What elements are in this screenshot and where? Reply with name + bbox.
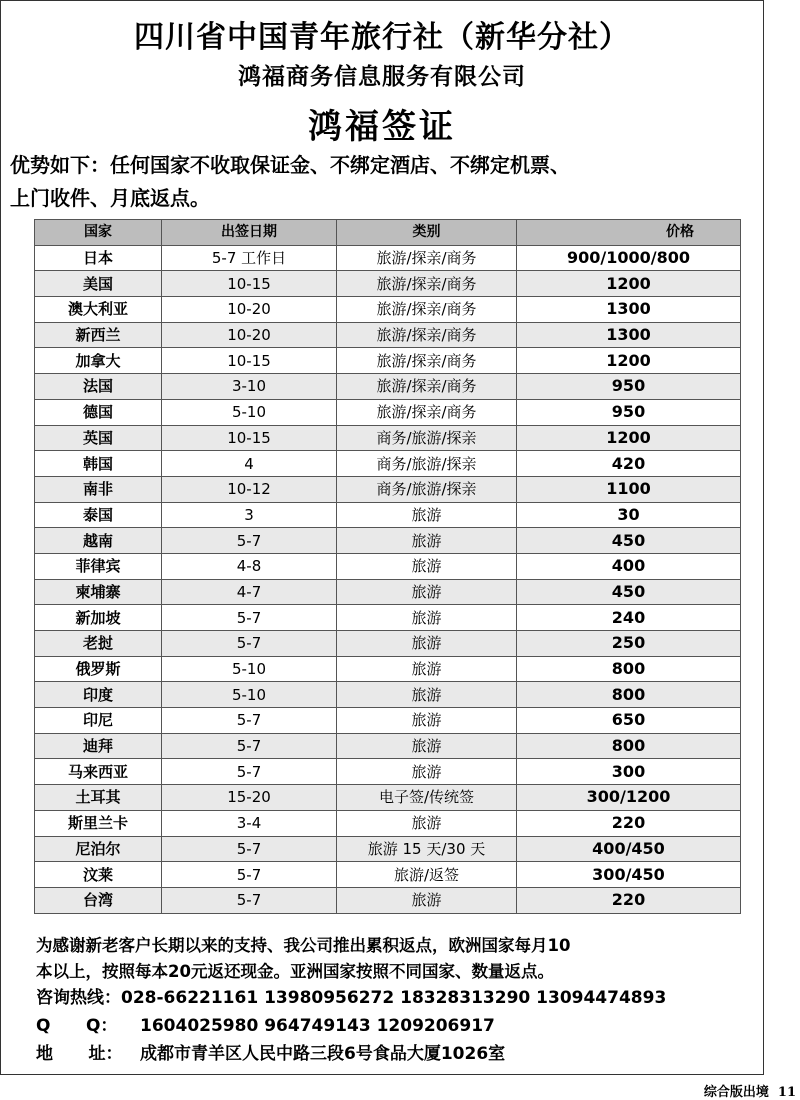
- table-row: [35, 785, 741, 811]
- table-row: [35, 862, 741, 888]
- company-name: 鸿福商务信息服务有限公司: [238, 64, 526, 90]
- type-cell: 商务/旅游/探亲: [337, 451, 517, 477]
- qq-numbers: 1604025980 964749143 1209206917: [140, 1016, 495, 1036]
- visa-price-table: [34, 219, 741, 914]
- type-cell: 旅游: [337, 579, 517, 605]
- country-cell: 柬埔寨: [35, 579, 162, 605]
- price-cell: 220: [517, 810, 741, 836]
- column-header-price: 价格: [517, 220, 741, 246]
- rebate-note-line-2: 本以上，按照每本20元返还现金。亚洲国家按照不同国家、数量返点。: [36, 962, 554, 981]
- country-cell: 加拿大: [35, 348, 162, 374]
- country-cell: 印度: [35, 682, 162, 708]
- days-cell: 4: [162, 451, 337, 477]
- price-cell: 420: [517, 451, 741, 477]
- days-cell: 5-7: [162, 862, 337, 888]
- type-cell: 旅游: [337, 810, 517, 836]
- country-cell: 南非: [35, 476, 162, 502]
- type-cell: 旅游/探亲/商务: [337, 374, 517, 400]
- price-cell: 950: [517, 374, 741, 400]
- days-cell: 5-7: [162, 528, 337, 554]
- table-row: [35, 374, 741, 400]
- type-cell: 旅游/探亲/商务: [337, 271, 517, 297]
- type-cell: 商务/旅游/探亲: [337, 425, 517, 451]
- rebate-note-line-1: 为感谢新老客户长期以来的支持、我公司推出累积返点，欧洲国家每月10: [36, 936, 571, 955]
- price-cell: 30: [517, 502, 741, 528]
- table-row: [35, 245, 741, 271]
- days-cell: 4-8: [162, 553, 337, 579]
- type-cell: 旅游/探亲/商务: [337, 399, 517, 425]
- days-cell: 5-7: [162, 887, 337, 913]
- table-row: [35, 887, 741, 913]
- country-cell: 台湾: [35, 887, 162, 913]
- page-footer: [704, 1081, 796, 1100]
- table-row: [35, 348, 741, 374]
- price-cell: 300/450: [517, 862, 741, 888]
- table-row: [35, 322, 741, 348]
- hotline-row: [36, 983, 666, 1008]
- hotline-label: 咨询热线：: [36, 988, 121, 1008]
- days-cell: 5-10: [162, 656, 337, 682]
- days-cell: 5-10: [162, 682, 337, 708]
- price-cell: 800: [517, 656, 741, 682]
- type-cell: 电子签/传统签: [337, 785, 517, 811]
- country-cell: 日本: [35, 245, 162, 271]
- price-cell: 240: [517, 605, 741, 631]
- price-cell: 800: [517, 682, 741, 708]
- country-cell: 泰国: [35, 502, 162, 528]
- days-cell: 15-20: [162, 785, 337, 811]
- type-cell: 旅游: [337, 502, 517, 528]
- days-cell: 10-15: [162, 271, 337, 297]
- price-cell: 800: [517, 733, 741, 759]
- table-row: [35, 425, 741, 451]
- table-row: [35, 733, 741, 759]
- address-label: 地 址：: [36, 1044, 123, 1064]
- advantages-line-1: 优势如下：任何国家不收取保证金、不绑定酒店、不绑定机票、: [10, 153, 570, 177]
- price-cell: 1100: [517, 476, 741, 502]
- type-cell: 旅游/探亲/商务: [337, 322, 517, 348]
- country-cell: 新加坡: [35, 605, 162, 631]
- price-cell: 400: [517, 553, 741, 579]
- column-header-days: 出签日期: [162, 220, 337, 246]
- price-cell: 1300: [517, 297, 741, 323]
- table-row: [35, 297, 741, 323]
- country-cell: 越南: [35, 528, 162, 554]
- days-cell: 10-15: [162, 425, 337, 451]
- type-cell: 旅游/返签: [337, 862, 517, 888]
- price-cell: 400/450: [517, 836, 741, 862]
- days-cell: 5-7 工作日: [162, 245, 337, 271]
- price-cell: 450: [517, 528, 741, 554]
- type-cell: 旅游: [337, 605, 517, 631]
- days-cell: 10-12: [162, 476, 337, 502]
- qq-label: Q Q：: [36, 1016, 118, 1036]
- type-cell: 旅游 15 天/30 天: [337, 836, 517, 862]
- country-cell: 马来西亚: [35, 759, 162, 785]
- table-row: [35, 451, 741, 477]
- price-cell: 1200: [517, 348, 741, 374]
- qq-row: [36, 1011, 495, 1036]
- country-cell: 美国: [35, 271, 162, 297]
- table-row: [35, 605, 741, 631]
- country-cell: 迪拜: [35, 733, 162, 759]
- page-title: 鸿福签证: [308, 107, 456, 147]
- price-cell: 1200: [517, 271, 741, 297]
- country-cell: 德国: [35, 399, 162, 425]
- type-cell: 旅游: [337, 733, 517, 759]
- table-row: [35, 759, 741, 785]
- days-cell: 5-7: [162, 759, 337, 785]
- country-cell: 汶莱: [35, 862, 162, 888]
- table-row: [35, 579, 741, 605]
- section-name: 综合版出境: [703, 1085, 769, 1100]
- column-header-type: 类别: [337, 220, 517, 246]
- country-cell: 老挝: [35, 631, 162, 657]
- table-header-row: [35, 220, 741, 246]
- days-cell: 5-10: [162, 399, 337, 425]
- type-cell: 旅游/探亲/商务: [337, 348, 517, 374]
- price-cell: 650: [517, 708, 741, 734]
- column-header-country: 国家: [35, 220, 162, 246]
- type-cell: 旅游: [337, 656, 517, 682]
- days-cell: 3-10: [162, 374, 337, 400]
- days-cell: 10-15: [162, 348, 337, 374]
- days-cell: 10-20: [162, 297, 337, 323]
- country-cell: 斯里兰卡: [35, 810, 162, 836]
- price-cell: 250: [517, 631, 741, 657]
- table-row: [35, 682, 741, 708]
- days-cell: 10-20: [162, 322, 337, 348]
- country-cell: 英国: [35, 425, 162, 451]
- type-cell: 旅游/探亲/商务: [337, 245, 517, 271]
- table-row: [35, 399, 741, 425]
- country-cell: 尼泊尔: [35, 836, 162, 862]
- price-cell: 450: [517, 579, 741, 605]
- country-cell: 俄罗斯: [35, 656, 162, 682]
- table-row: [35, 528, 741, 554]
- type-cell: 旅游/探亲/商务: [337, 297, 517, 323]
- table-row: [35, 271, 741, 297]
- price-cell: 300: [517, 759, 741, 785]
- table-row: [35, 656, 741, 682]
- country-cell: 土耳其: [35, 785, 162, 811]
- agency-name: 四川省中国青年旅行社（新华分社）: [134, 20, 630, 55]
- price-cell: 300/1200: [517, 785, 741, 811]
- country-cell: 印尼: [35, 708, 162, 734]
- days-cell: 5-7: [162, 708, 337, 734]
- country-cell: 法国: [35, 374, 162, 400]
- price-cell: 220: [517, 887, 741, 913]
- type-cell: 旅游: [337, 528, 517, 554]
- table-row: [35, 836, 741, 862]
- price-cell: 900/1000/800: [517, 245, 741, 271]
- address-row: [36, 1039, 505, 1064]
- days-cell: 5-7: [162, 733, 337, 759]
- advantages-line-2: 上门收件、月底返点。: [10, 186, 210, 210]
- table-row: [35, 553, 741, 579]
- type-cell: 旅游: [337, 553, 517, 579]
- country-cell: 韩国: [35, 451, 162, 477]
- country-cell: 菲律宾: [35, 553, 162, 579]
- country-cell: 澳大利亚: [35, 297, 162, 323]
- price-cell: 1200: [517, 425, 741, 451]
- days-cell: 5-7: [162, 836, 337, 862]
- type-cell: 旅游: [337, 759, 517, 785]
- address-text: 成都市青羊区人民中路三段6号食品大厦1026室: [140, 1044, 506, 1064]
- type-cell: 旅游: [337, 631, 517, 657]
- table-row: [35, 476, 741, 502]
- price-cell: 1300: [517, 322, 741, 348]
- table-row: [35, 708, 741, 734]
- price-cell: 950: [517, 399, 741, 425]
- type-cell: 商务/旅游/探亲: [337, 476, 517, 502]
- type-cell: 旅游: [337, 682, 517, 708]
- days-cell: 4-7: [162, 579, 337, 605]
- table-row: [35, 631, 741, 657]
- page-number: 11: [777, 1085, 796, 1100]
- days-cell: 5-7: [162, 631, 337, 657]
- type-cell: 旅游: [337, 887, 517, 913]
- days-cell: 3: [162, 502, 337, 528]
- table-row: [35, 502, 741, 528]
- type-cell: 旅游: [337, 708, 517, 734]
- days-cell: 3-4: [162, 810, 337, 836]
- days-cell: 5-7: [162, 605, 337, 631]
- hotline-numbers: 028-66221161 13980956272 18328313290 13094474893: [121, 988, 667, 1008]
- country-cell: 新西兰: [35, 322, 162, 348]
- table-row: [35, 810, 741, 836]
